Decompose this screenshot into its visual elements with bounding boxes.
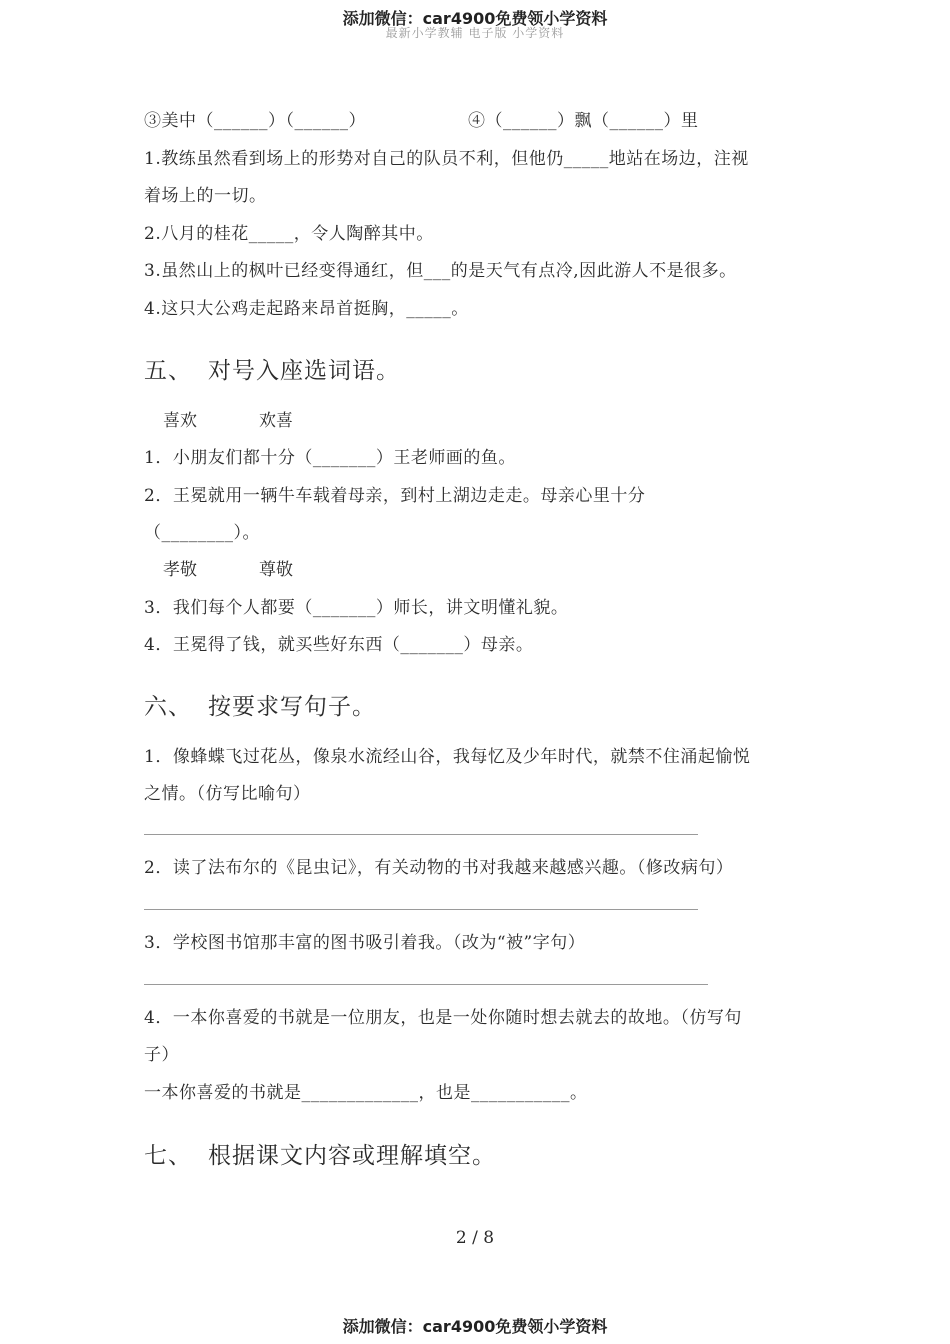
section4-line-b: ④（______）飘（______）里 <box>468 111 699 131</box>
answer-line <box>144 909 698 910</box>
word-option: 尊敬 <box>259 560 293 580</box>
watermark-top: 添加微信：car4900免费领小学资料 <box>342 9 608 28</box>
section6-q2: 2．读了法布尔的《昆虫记》，有关动物的书对我越来越感兴趣。（修改病句） <box>144 858 734 878</box>
section4-line-a: ③美中（______）（______） <box>144 111 366 131</box>
section4-q2: 2.八月的桂花_____，令人陶醉其中。 <box>144 224 434 244</box>
section7-heading <box>144 1137 496 1170</box>
section7-number: 七、 <box>144 1143 192 1169</box>
answer-line <box>144 834 698 835</box>
section4-q1-line2: 着场上的一切。 <box>144 186 267 206</box>
section5-q4: 4．王冕得了钱，就买些好东西（_______）母亲。 <box>144 635 534 655</box>
word-option: 孝敬 <box>163 560 197 580</box>
section6-q4-line2: 子） <box>144 1045 179 1065</box>
word-option: 喜欢 <box>163 411 197 431</box>
watermark-subtitle: 最新小学教辅 电子版 小学资料 <box>385 26 565 40</box>
section5-word-pair-2 <box>163 555 355 580</box>
watermark-bottom: 添加微信：car4900免费领小学资料 <box>342 1317 608 1336</box>
section6-q1-line2: 之情。（仿写比喻句） <box>144 784 311 804</box>
section5-heading <box>144 352 400 385</box>
section6-q4-line1: 4．一本你喜爱的书就是一位朋友，也是一处你随时想去就去的故地。（仿写句 <box>144 1008 742 1028</box>
section5-title: 对号入座选词语。 <box>208 358 400 384</box>
section4-q3: 3.虽然山上的枫叶已经变得通红，但___的是天气有点冷,因此游人不是很多。 <box>144 261 737 281</box>
section6-q3: 3．学校图书馆那丰富的图书吸引着我。（改为“被”字句） <box>144 933 586 953</box>
page-number: 2 / 8 <box>455 1228 495 1248</box>
section6-heading <box>144 688 376 721</box>
word-option: 欢喜 <box>259 411 293 431</box>
section5-word-pair-1 <box>163 406 355 431</box>
section5-q1: 1．小朋友们都十分（_______）王老师画的鱼。 <box>144 448 516 468</box>
section4-q4: 4.这只大公鸡走起路来昂首挺胸，_____。 <box>144 299 469 319</box>
section6-number: 六、 <box>144 694 192 720</box>
section5-number: 五、 <box>144 358 192 384</box>
section6-title: 按要求写句子。 <box>208 694 376 720</box>
answer-line <box>144 984 708 985</box>
section6-q4-line3: 一本你喜爱的书就是_____________，也是___________。 <box>144 1083 588 1103</box>
section7-title: 根据课文内容或理解填空。 <box>208 1143 496 1169</box>
section4-q1-line1: 1.教练虽然看到场上的形势对自己的队员不利，但他仍_____地站在场边，注视 <box>144 149 749 169</box>
section5-q2-line1: 2．王冕就用一辆牛车载着母亲，到村上湖边走走。母亲心里十分 <box>144 486 646 506</box>
section6-q1-line1: 1．像蜂蝶飞过花丛，像泉水流经山谷，我每忆及少年时代，就禁不住涌起愉悦 <box>144 747 751 767</box>
section5-q2-line2: （________）。 <box>144 523 260 543</box>
section5-q3: 3．我们每个人都要（_______）师长，讲文明懂礼貌。 <box>144 598 569 618</box>
